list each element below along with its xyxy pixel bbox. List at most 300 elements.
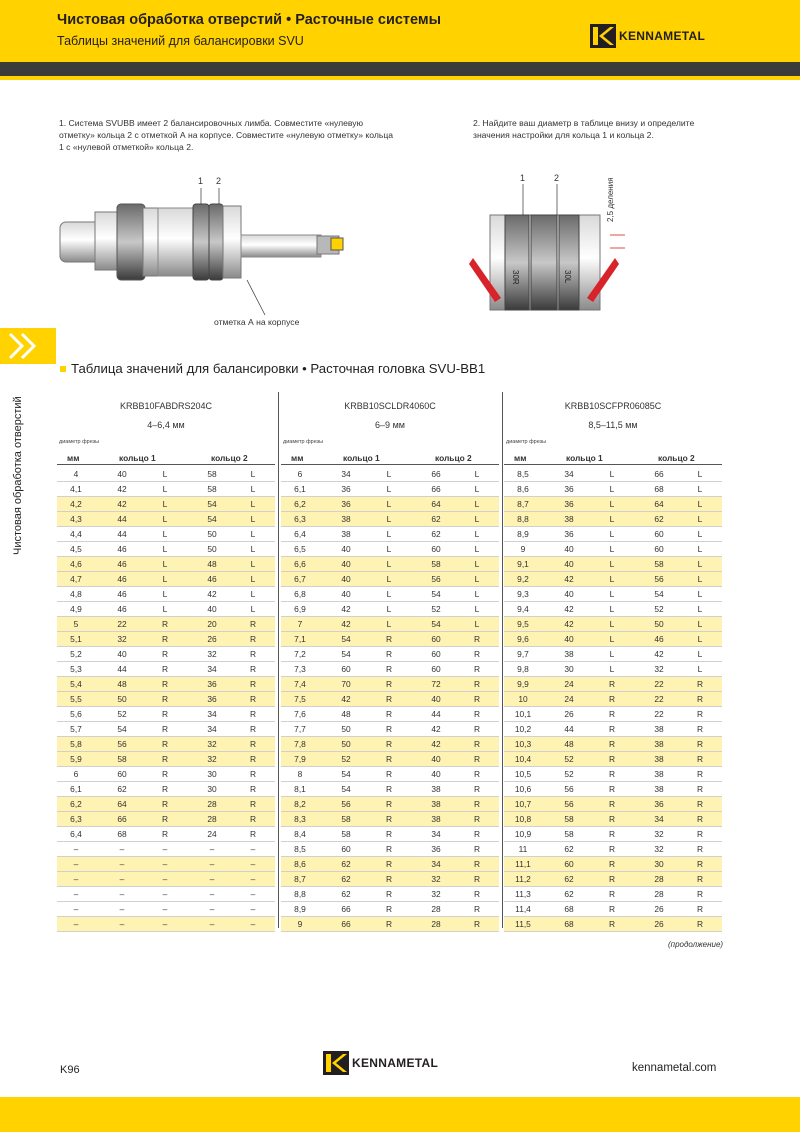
table-row xyxy=(281,827,499,842)
cell-ring2-value: 38 xyxy=(654,739,664,749)
cell-ring1-dir: R xyxy=(385,634,393,644)
cell-diameter: 9,4 xyxy=(517,604,529,614)
cell-ring2-value: 36 xyxy=(654,799,664,809)
cell-diameter: 4,8 xyxy=(70,589,82,599)
cell-ring1-dir: R xyxy=(161,799,169,809)
cell-diameter: 8,8 xyxy=(294,889,306,899)
cell-ring1-value: 40 xyxy=(341,559,351,569)
cell-diameter: 5,4 xyxy=(70,679,82,689)
table-row xyxy=(57,512,275,527)
cell-ring2-dir: R xyxy=(473,664,481,674)
cell-ring2-value: 54 xyxy=(431,619,441,629)
cell-ring2-value: – xyxy=(209,844,215,854)
cell-ring2-dir: L xyxy=(250,574,256,584)
cell-ring1-dir: L xyxy=(609,529,615,539)
cell-ring2-value: 36 xyxy=(207,694,217,704)
cell-ring1-value: 54 xyxy=(117,724,127,734)
cell-ring2-value: 46 xyxy=(654,634,664,644)
cell-ring2-value: 22 xyxy=(654,709,664,719)
cell-ring1-dir: R xyxy=(385,694,393,704)
cell-ring2-value: 56 xyxy=(654,574,664,584)
cell-ring2-dir: L xyxy=(474,544,480,554)
cell-diameter: 8 xyxy=(297,769,303,779)
cell-ring2-dir: L xyxy=(697,634,703,644)
cell-diameter: 11 xyxy=(518,844,528,854)
cell-ring2-value: 58 xyxy=(431,559,441,569)
cell-ring2-value: – xyxy=(209,889,215,899)
cell-ring2-dir: L xyxy=(250,529,256,539)
cell-ring2-value: 38 xyxy=(654,769,664,779)
footer-band xyxy=(0,1097,800,1132)
cell-ring2-value: 48 xyxy=(207,559,217,569)
cell-ring1-dir: R xyxy=(161,769,169,779)
cell-ring2-dir: R xyxy=(249,754,257,764)
table-row xyxy=(57,782,275,797)
table-row xyxy=(504,677,722,692)
cell-ring2-value: 38 xyxy=(431,784,441,794)
cell-ring1-value: 66 xyxy=(341,919,351,929)
cell-ring2-value: 32 xyxy=(207,739,217,749)
cell-ring1-value: 60 xyxy=(341,844,351,854)
cell-ring1-value: 60 xyxy=(117,769,127,779)
cell-diameter: 5,1 xyxy=(70,634,82,644)
cell-diameter: 7,4 xyxy=(294,679,306,689)
cell-ring1-value: 40 xyxy=(117,649,127,659)
table-row xyxy=(57,572,275,587)
cell-diameter: 8,7 xyxy=(294,874,306,884)
column-header-mm: мм xyxy=(67,453,80,463)
cell-ring2-dir: – xyxy=(250,889,256,899)
cell-diameter: 6,2 xyxy=(294,499,306,509)
cell-ring2-value: 54 xyxy=(654,589,664,599)
cell-diameter: 7,7 xyxy=(294,724,306,734)
cell-ring2-value: 60 xyxy=(431,649,441,659)
table-row xyxy=(281,482,499,497)
cell-ring2-dir: R xyxy=(249,769,257,779)
cell-ring1-value: 62 xyxy=(564,889,574,899)
cell-ring1-value: 24 xyxy=(564,694,574,704)
cell-ring1-value: 42 xyxy=(564,604,574,614)
table-row xyxy=(57,587,275,602)
cell-ring2-dir: R xyxy=(696,739,704,749)
cell-ring1-dir: – xyxy=(162,874,168,884)
table-row xyxy=(281,587,499,602)
cell-diameter: 6,1 xyxy=(70,784,82,794)
cell-ring2-dir: R xyxy=(696,679,704,689)
cell-ring2-value: 34 xyxy=(207,709,217,719)
cell-ring1-dir: L xyxy=(609,634,615,644)
cell-ring2-dir: R xyxy=(696,694,704,704)
table-row xyxy=(504,497,722,512)
cell-diameter: 6,3 xyxy=(70,814,82,824)
cell-ring2-value: 38 xyxy=(654,724,664,734)
cell-ring1-dir: R xyxy=(161,649,169,659)
cell-ring1-value: 60 xyxy=(341,664,351,674)
cell-ring1-dir: R xyxy=(608,919,616,929)
table-row xyxy=(281,767,499,782)
boring-head-illustration xyxy=(55,170,355,320)
cell-ring1-dir: R xyxy=(608,844,616,854)
cell-ring1-value: 40 xyxy=(564,589,574,599)
cell-ring2-dir: L xyxy=(250,484,256,494)
cell-ring1-value: 42 xyxy=(564,574,574,584)
cell-ring1-dir: R xyxy=(608,874,616,884)
cell-diameter: 10,9 xyxy=(514,829,532,839)
cell-ring1-value: 56 xyxy=(564,799,574,809)
brand-name: KENNAMETAL xyxy=(619,29,706,43)
cell-diameter: 11,5 xyxy=(515,919,531,929)
table-row xyxy=(57,692,275,707)
chevron-right-icon xyxy=(0,328,56,364)
cell-ring2-value: 62 xyxy=(654,514,664,524)
page-subtitle: Таблицы значений для балансировки SVU xyxy=(57,34,304,48)
table-row xyxy=(504,482,722,497)
column-header-mm: мм xyxy=(514,453,527,463)
cell-ring1-dir: R xyxy=(608,754,616,764)
table-row xyxy=(281,752,499,767)
cell-ring1-value: 48 xyxy=(564,739,574,749)
cell-ring2-dir: R xyxy=(473,709,481,719)
cell-ring1-value: 44 xyxy=(117,529,127,539)
cell-ring1-value: 36 xyxy=(564,499,574,509)
cell-ring2-dir: R xyxy=(696,859,704,869)
cell-ring1-dir: R xyxy=(385,889,393,899)
cell-ring1-value: 24 xyxy=(564,679,574,689)
cell-ring2-dir: R xyxy=(249,619,257,629)
cell-diameter: 4,1 xyxy=(70,484,82,494)
cell-ring1-dir: R xyxy=(385,664,393,674)
closeup-ring-2-label: 2 xyxy=(554,173,560,183)
column-header-mm: мм xyxy=(291,453,304,463)
cell-ring1-dir: R xyxy=(608,784,616,794)
cell-ring1-dir: L xyxy=(609,469,615,479)
cell-ring1-value: 44 xyxy=(117,514,127,524)
table-row xyxy=(504,737,722,752)
cell-ring1-value: 30 xyxy=(564,664,574,674)
cell-ring1-value: – xyxy=(119,919,125,929)
cell-ring2-dir: – xyxy=(250,844,256,854)
cell-ring1-dir: R xyxy=(385,829,393,839)
cell-ring1-value: 22 xyxy=(117,619,127,629)
cell-ring2-value: 34 xyxy=(207,724,217,734)
cell-ring1-dir: R xyxy=(161,709,169,719)
cell-ring1-dir: L xyxy=(386,619,392,629)
cell-ring2-value: 40 xyxy=(207,604,217,614)
cell-ring2-dir: R xyxy=(249,664,257,674)
cell-ring2-dir: L xyxy=(250,499,256,509)
cell-ring2-value: 22 xyxy=(654,694,664,704)
cell-ring2-value: 60 xyxy=(431,664,441,674)
cell-ring1-value: 66 xyxy=(117,814,127,824)
cell-ring2-dir: R xyxy=(249,634,257,644)
cell-ring1-value: 56 xyxy=(341,799,351,809)
table-row xyxy=(57,917,275,932)
cell-ring2-dir: – xyxy=(250,874,256,884)
cell-ring1-value: – xyxy=(119,874,125,884)
cell-diameter: 5,7 xyxy=(70,724,82,734)
cell-diameter: 11,1 xyxy=(515,859,531,869)
cell-ring1-dir: L xyxy=(162,589,168,599)
cell-diameter: 8,9 xyxy=(294,904,306,914)
cell-ring2-dir: R xyxy=(249,679,257,689)
cell-ring2-value: 28 xyxy=(431,919,441,929)
header-rule xyxy=(57,464,275,465)
kennametal-k-icon xyxy=(590,24,616,48)
cell-ring1-dir: R xyxy=(161,814,169,824)
cell-ring2-dir: R xyxy=(696,769,704,779)
cell-ring1-dir: R xyxy=(385,754,393,764)
cell-ring1-value: 36 xyxy=(564,529,574,539)
cell-diameter: 8,7 xyxy=(517,499,529,509)
cell-ring1-dir: R xyxy=(608,709,616,719)
rings-closeup-illustration xyxy=(465,170,645,320)
table-row xyxy=(281,572,499,587)
cell-diameter: 8,8 xyxy=(517,514,529,524)
cell-ring2-value: 60 xyxy=(654,544,664,554)
row-divider xyxy=(57,931,275,932)
table-row xyxy=(57,842,275,857)
cell-ring2-value: 54 xyxy=(207,499,217,509)
table-row xyxy=(57,617,275,632)
cell-ring1-value: 62 xyxy=(564,844,574,854)
table-row xyxy=(57,887,275,902)
cell-ring1-dir: L xyxy=(162,559,168,569)
cell-diameter: 6,3 xyxy=(294,514,306,524)
cell-diameter: 4,2 xyxy=(70,499,82,509)
cell-diameter: 11,3 xyxy=(515,889,531,899)
cell-ring2-value: 24 xyxy=(207,829,217,839)
cell-ring2-value: 50 xyxy=(207,544,217,554)
cell-ring2-value: 66 xyxy=(431,469,441,479)
cell-ring1-value: 68 xyxy=(564,904,574,914)
table-row xyxy=(504,587,722,602)
website-link[interactable]: kennametal.com xyxy=(632,1062,717,1074)
cell-ring2-dir: L xyxy=(697,559,703,569)
cell-ring1-dir: L xyxy=(609,589,615,599)
table-row xyxy=(281,812,499,827)
cell-diameter: 10,6 xyxy=(514,784,532,794)
cell-ring1-dir: L xyxy=(386,529,392,539)
table-row xyxy=(504,602,722,617)
cell-ring1-dir: L xyxy=(609,559,615,569)
cell-ring2-dir: L xyxy=(697,499,703,509)
cell-ring2-value: 30 xyxy=(207,784,217,794)
cell-diameter: 11,4 xyxy=(515,904,531,914)
cell-diameter: 6,4 xyxy=(70,829,82,839)
cell-ring1-value: 40 xyxy=(341,574,351,584)
cell-ring1-value: 54 xyxy=(341,784,351,794)
cell-ring1-dir: L xyxy=(162,499,168,509)
cell-ring2-value: 32 xyxy=(431,874,441,884)
cell-diameter: 6,4 xyxy=(294,529,306,539)
section-title-text: Таблица значений для балансировки • Расточная головка SVU-BB1 xyxy=(71,361,486,376)
table-row xyxy=(504,752,722,767)
table-row xyxy=(504,797,722,812)
cell-ring2-value: 62 xyxy=(431,514,441,524)
table-row xyxy=(281,722,499,737)
table-row xyxy=(281,662,499,677)
kennametal-logo-top xyxy=(590,24,705,48)
table-row xyxy=(281,527,499,542)
cell-ring1-dir: L xyxy=(162,574,168,584)
column-header-ring1: кольцо 1 xyxy=(566,453,603,463)
table-row xyxy=(281,917,499,932)
table-row xyxy=(281,737,499,752)
header-dark-bar xyxy=(0,62,800,76)
cell-ring2-value: 28 xyxy=(431,904,441,914)
table-row xyxy=(57,902,275,917)
cell-diameter: 5 xyxy=(73,619,79,629)
cell-ring1-value: 46 xyxy=(117,589,127,599)
cell-ring1-value: 62 xyxy=(564,874,574,884)
cell-ring1-value: 26 xyxy=(564,709,574,719)
cell-diameter: 9,2 xyxy=(517,574,529,584)
cell-ring1-dir: R xyxy=(608,904,616,914)
cell-diameter: – xyxy=(73,859,79,869)
cell-ring2-value: 54 xyxy=(207,514,217,524)
cell-ring1-value: 58 xyxy=(341,814,351,824)
cell-ring1-value: 50 xyxy=(117,694,127,704)
kennametal-k-icon xyxy=(323,1051,349,1075)
cell-diameter: 4,7 xyxy=(70,574,82,584)
cell-diameter: 5,8 xyxy=(70,739,82,749)
diameter-range: 4–6,4 мм xyxy=(147,420,185,430)
cell-ring1-dir: L xyxy=(609,619,615,629)
cell-ring1-dir: L xyxy=(386,574,392,584)
cell-ring2-dir: L xyxy=(697,619,703,629)
ring-1-label: 1 xyxy=(198,176,204,186)
cell-ring2-dir: R xyxy=(696,889,704,899)
cell-ring2-dir: R xyxy=(473,904,481,914)
cell-diameter: 10,3 xyxy=(514,739,532,749)
cell-ring1-dir: L xyxy=(162,469,168,479)
cell-ring1-value: 50 xyxy=(341,739,351,749)
cell-ring1-value: 68 xyxy=(564,919,574,929)
table-row xyxy=(57,527,275,542)
cell-ring1-dir: R xyxy=(608,814,616,824)
cell-ring1-dir: L xyxy=(162,484,168,494)
table-row xyxy=(57,497,275,512)
cell-ring2-dir: R xyxy=(249,784,257,794)
cell-ring2-value: 42 xyxy=(431,724,441,734)
cell-diameter: 8,6 xyxy=(294,859,306,869)
cell-ring2-dir: R xyxy=(473,769,481,779)
group-divider xyxy=(502,392,503,928)
cell-diameter: 8,2 xyxy=(294,799,306,809)
cell-ring1-dir: R xyxy=(161,754,169,764)
cell-ring1-dir: R xyxy=(385,844,393,854)
cell-ring1-value: 54 xyxy=(341,634,351,644)
table-row xyxy=(504,872,722,887)
cell-diameter: – xyxy=(73,844,79,854)
cell-diameter: 9 xyxy=(297,919,303,929)
cell-ring1-dir: R xyxy=(161,619,169,629)
table-row xyxy=(281,542,499,557)
table-row xyxy=(504,542,722,557)
cell-ring1-dir: L xyxy=(609,574,615,584)
cell-ring2-dir: R xyxy=(473,634,481,644)
table-row xyxy=(281,692,499,707)
cell-ring2-value: 38 xyxy=(431,799,441,809)
cell-diameter: 5,5 xyxy=(70,694,82,704)
section-marker xyxy=(60,366,66,372)
cell-diameter: 9,9 xyxy=(517,679,529,689)
cell-ring1-dir: R xyxy=(608,694,616,704)
column-header-ring2: кольцо 2 xyxy=(658,453,695,463)
cell-ring1-value: 42 xyxy=(341,604,351,614)
row-divider xyxy=(504,931,722,932)
cell-ring1-value: 46 xyxy=(117,559,127,569)
cell-ring2-value: 32 xyxy=(654,829,664,839)
cell-diameter: 10,2 xyxy=(514,724,532,734)
cell-ring1-dir: R xyxy=(385,769,393,779)
cell-ring1-dir: R xyxy=(161,664,169,674)
table-row xyxy=(57,827,275,842)
cell-diameter: 10,7 xyxy=(514,799,532,809)
table-row xyxy=(281,647,499,662)
cell-diameter: 9,7 xyxy=(517,649,529,659)
ring-2-label: 2 xyxy=(216,176,222,186)
cell-diameter: 10,5 xyxy=(514,769,532,779)
cell-ring2-value: 58 xyxy=(207,469,217,479)
table-row xyxy=(504,527,722,542)
cell-ring2-value: 60 xyxy=(431,544,441,554)
table-row xyxy=(504,467,722,482)
cell-diameter: 5,6 xyxy=(70,709,82,719)
table-row xyxy=(57,662,275,677)
cell-ring2-value: 58 xyxy=(654,559,664,569)
cell-ring2-dir: L xyxy=(474,574,480,584)
cell-ring1-value: 62 xyxy=(341,859,351,869)
cell-ring1-value: 62 xyxy=(341,874,351,884)
cell-ring2-dir: R xyxy=(473,844,481,854)
header-accent-bar xyxy=(0,76,800,80)
cell-ring1-value: 38 xyxy=(341,529,351,539)
cell-ring2-value: 42 xyxy=(431,739,441,749)
cell-diameter: – xyxy=(73,919,79,929)
cell-ring1-value: 58 xyxy=(341,829,351,839)
table-row xyxy=(281,797,499,812)
table-row xyxy=(504,632,722,647)
cell-ring1-value: 42 xyxy=(341,619,351,629)
cell-ring2-value: 38 xyxy=(654,754,664,764)
cell-ring2-value: 36 xyxy=(207,679,217,689)
instruction-step-2: 2. Найдите ваш диаметр в таблице внизу и определите значения настройки для кольца 1 и кольца 2. xyxy=(473,118,695,140)
cell-ring2-dir: – xyxy=(250,859,256,869)
cell-ring1-value: 66 xyxy=(341,904,351,914)
cell-ring1-dir: R xyxy=(161,694,169,704)
cell-ring1-dir: L xyxy=(386,559,392,569)
cell-ring2-dir: R xyxy=(473,739,481,749)
cell-diameter: 5,3 xyxy=(70,664,82,674)
cell-diameter: 6,6 xyxy=(294,559,306,569)
cell-ring1-value: 38 xyxy=(564,514,574,524)
cell-ring1-value: 68 xyxy=(117,829,127,839)
cell-ring1-dir: L xyxy=(162,544,168,554)
table-row xyxy=(57,797,275,812)
cell-diameter: 7 xyxy=(297,619,303,629)
table-row xyxy=(57,602,275,617)
cell-ring2-value: 56 xyxy=(431,574,441,584)
table-row xyxy=(281,497,499,512)
cell-ring2-dir: R xyxy=(473,784,481,794)
cell-ring1-value: 46 xyxy=(117,544,127,554)
cell-ring1-dir: R xyxy=(385,709,393,719)
cell-diameter: 10,8 xyxy=(514,814,532,824)
table-row xyxy=(57,677,275,692)
cell-ring1-dir: L xyxy=(386,589,392,599)
column-header-ring2: кольцо 2 xyxy=(211,453,248,463)
